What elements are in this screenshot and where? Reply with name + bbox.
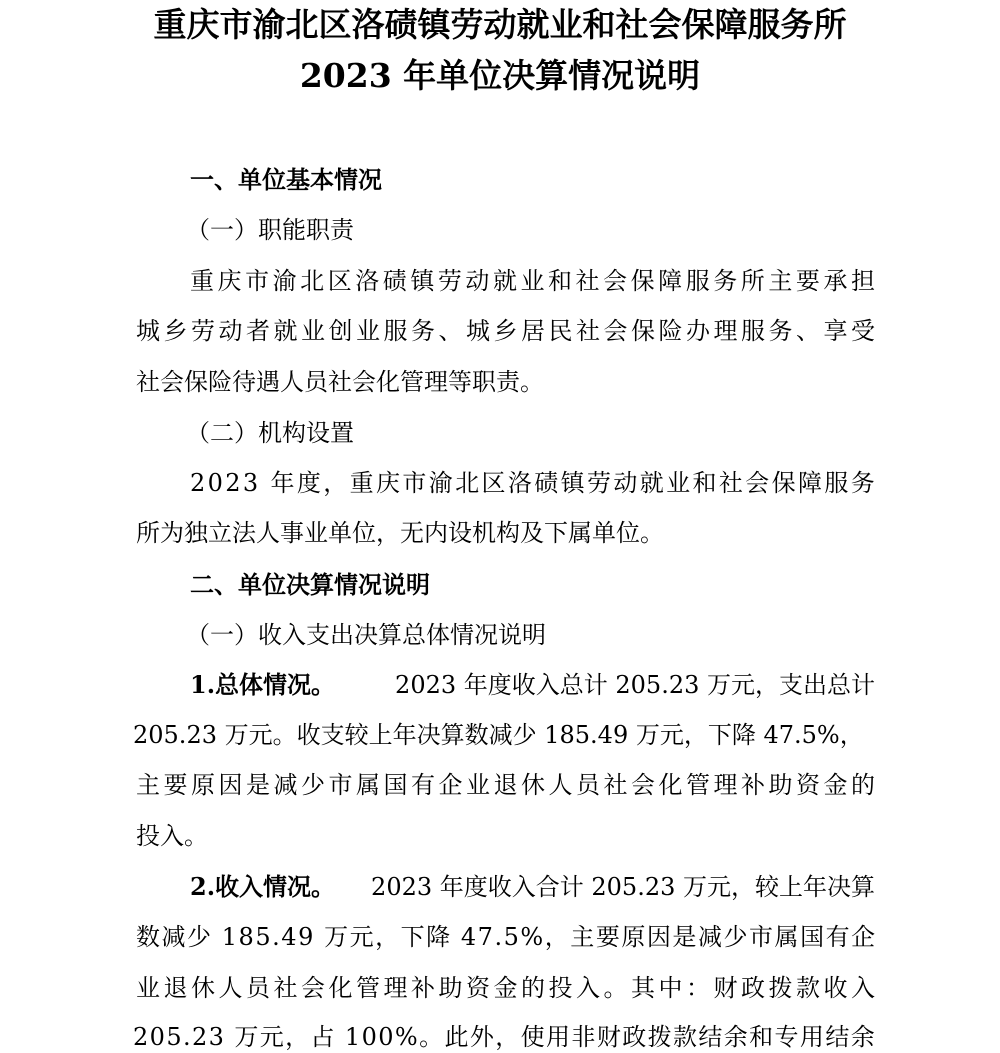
duties-paragraph-line-2: 城乡劳动者就业创业服务、城乡居民社会保险办理服务、享受 — [136, 317, 879, 345]
subheading-organization: （二）机构设置 — [186, 419, 354, 447]
duties-paragraph-line-1: 重庆市渝北区洛碛镇劳动就业和社会保障服务所主要承担 — [190, 267, 879, 295]
organization-paragraph-line-1: 2023 年度，重庆市渝北区洛碛镇劳动就业和社会保障服务 — [190, 469, 878, 497]
overall-situation-lead: 1.总体情况。 — [190, 670, 336, 699]
overall-situation-line-1-text: 2023 年度收入总计 205.23 万元，支出总计 — [395, 671, 875, 699]
organization-paragraph-line-2: 所为独立法人事业单位，无内设机构及下属单位。 — [136, 519, 664, 547]
overall-situation-line-3: 主要原因是减少市属国有企业退休人员社会化管理补助资金的 — [136, 771, 879, 799]
document-title-line-2: 2023 年单位决算情况说明 — [299, 56, 701, 95]
overall-situation-line-1 — [190, 670, 875, 700]
income-situation-line-1-text: 2023 年度收入合计 205.23 万元，较上年决算 — [371, 873, 875, 901]
income-situation-line-4: 205.23 万元，占 100%。此外，使用非财政拨款结余和专用结余 — [133, 1023, 877, 1051]
section-heading-final-accounts: 二、单位决算情况说明 — [190, 571, 430, 599]
income-situation-line-2: 数减少 185.49 万元，下降 47.5%，主要原因是减少市属国有企 — [136, 923, 877, 951]
overall-situation-line-2: 205.23 万元。收支较上年决算数减少 185.49 万元，下降 47.5%， — [133, 721, 864, 749]
subheading-duties: （一）职能职责 — [186, 216, 354, 244]
document-title-line-1: 重庆市渝北区洛碛镇劳动就业和社会保障服务所 — [153, 5, 847, 44]
overall-situation-line-4: 投入。 — [136, 822, 208, 850]
section-heading-basic-info: 一、单位基本情况 — [190, 166, 382, 194]
duties-paragraph-line-3: 社会保险待遇人员社会化管理等职责。 — [136, 368, 544, 396]
income-situation-line-3: 业退休人员社会化管理补助资金的投入。其中：财政拨款收入 — [136, 974, 879, 1002]
income-situation-lead: 2.收入情况。 — [190, 872, 336, 901]
subheading-income-expenditure-overview: （一）收入支出决算总体情况说明 — [186, 621, 546, 649]
income-situation-line-1 — [190, 872, 875, 902]
